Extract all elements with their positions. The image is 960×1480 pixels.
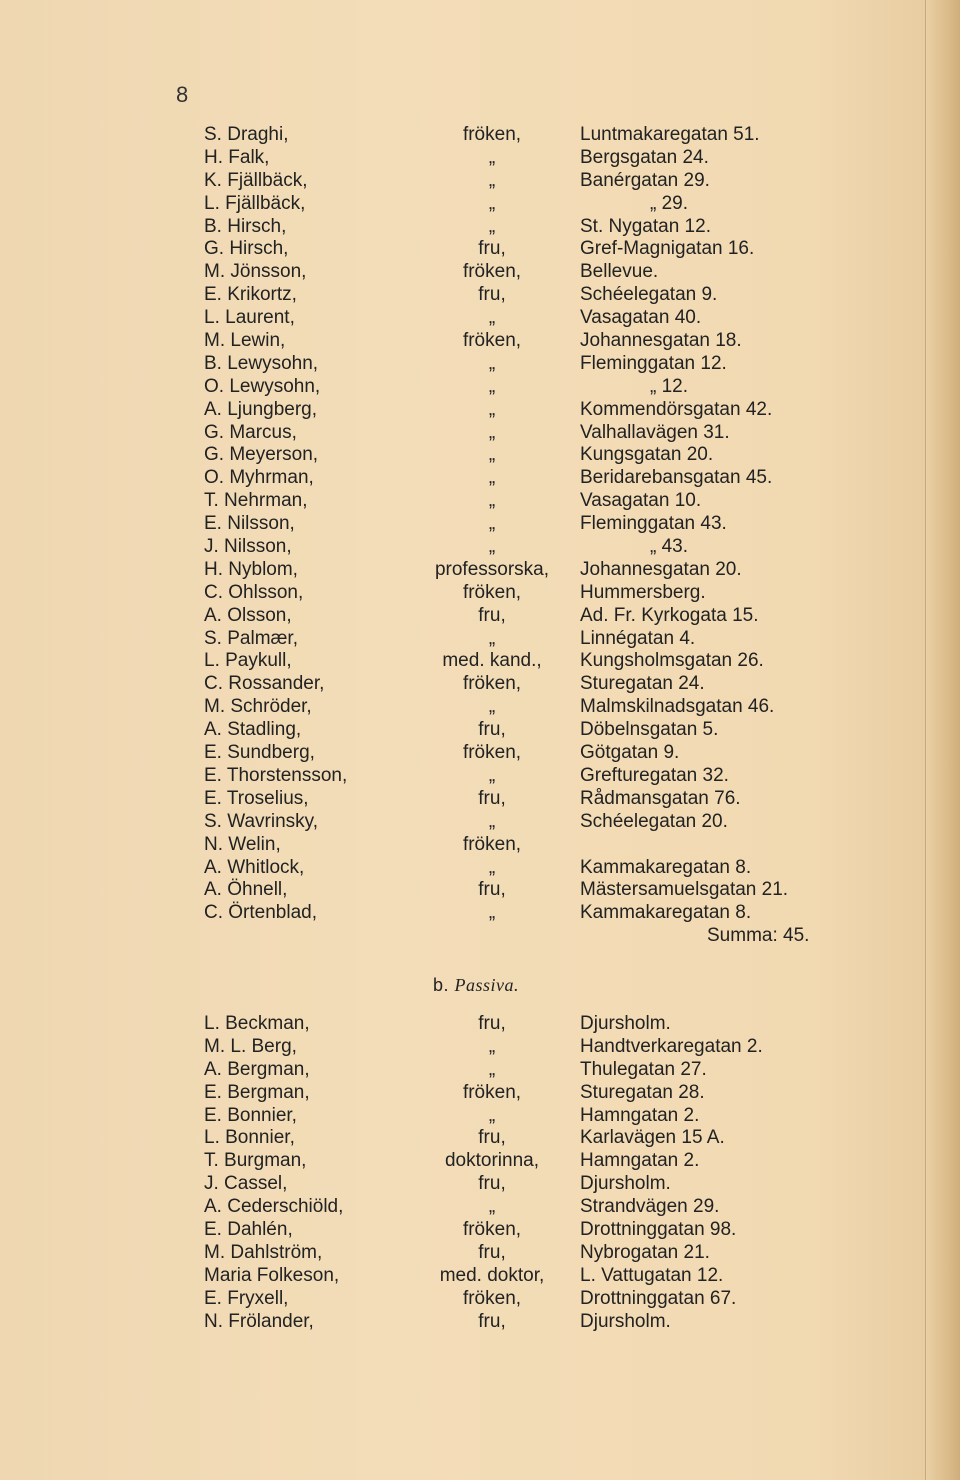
member-name: E. Krikortz, [204,284,297,306]
member-row [204,216,824,239]
member-address: Thulegatan 27. [580,1058,707,1080]
member-row [204,124,824,147]
member-row [204,1288,824,1311]
member-address: Hamngatan 2. [580,1104,700,1126]
member-title: fröken, [462,833,522,855]
member-title: „ [488,398,496,420]
member-name: L. Laurent, [204,307,295,329]
member-name: M. Jönsson, [204,261,307,283]
member-address: „ 29. [650,192,689,214]
member-name: E. Bergman, [204,1081,310,1103]
member-name: T. Nehrman, [204,490,308,512]
member-address: „ 43. [650,536,689,558]
member-address: Hummersberg. [580,581,706,603]
member-name: L. Fjällbäck, [204,192,306,214]
member-name: C. Örtenblad, [204,902,317,924]
member-row [204,1196,824,1219]
member-title: doktorinna, [444,1150,539,1172]
member-row [204,170,824,193]
member-row [204,650,824,673]
member-address: Fleminggatan 12. [580,352,727,374]
member-row [204,879,824,902]
member-name: A. Olsson, [204,604,292,626]
member-row [204,857,824,880]
member-address: Kammakaregatan 8. [580,856,752,878]
member-row [204,765,824,788]
member-title: fru, [478,238,506,260]
member-address: L. Vattugatan 12. [580,1264,724,1286]
member-title: „ [488,696,496,718]
member-name: O. Myhrman, [204,467,314,489]
member-row [204,513,824,536]
member-row [204,628,824,651]
member-title: „ [488,215,496,237]
member-title: fru, [478,604,506,626]
member-address: Rådmansgatan 76. [580,787,741,809]
member-title: „ [488,902,496,924]
member-address: Mästersamuelsgatan 21. [580,879,789,901]
member-address: Hamngatan 2. [580,1150,700,1172]
page-edge [925,0,960,1480]
member-name: E. Fryxell, [204,1287,289,1309]
member-row [204,1082,824,1105]
member-title: fru, [478,1241,506,1263]
member-title: fröken, [462,742,522,764]
member-address: Johannesgatan 20. [580,558,742,580]
member-address: Grefturegatan 32. [580,764,729,786]
member-title: fröken, [462,1081,522,1103]
section-heading [433,975,519,996]
member-title: professorska, [434,558,550,580]
member-address: Vasagatan 10. [580,490,702,512]
member-row [204,902,824,925]
member-address: Vasagatan 40. [580,307,702,329]
page-number: 8 [176,82,189,107]
member-name: Maria Folkeson, [204,1264,340,1286]
member-name: A. Ljungberg, [204,398,318,420]
member-name: E. Sundberg, [204,742,315,764]
member-name: T. Burgman, [204,1150,307,1172]
member-address: Sturegatan 24. [580,673,705,695]
member-name: B. Hirsch, [204,215,287,237]
member-title: „ [488,1058,496,1080]
member-name: C. Rossander, [204,673,325,695]
member-title: „ [488,1196,496,1218]
member-row [204,1242,824,1265]
member-row [204,696,824,719]
member-row [204,1105,824,1128]
member-title: „ [488,490,496,512]
member-address: Drottninggatan 98. [580,1219,737,1241]
member-name: J. Nilsson, [204,536,292,558]
member-title: fru, [478,1013,506,1034]
member-address: Drottninggatan 67. [580,1287,737,1309]
member-row [204,1265,824,1288]
member-name: A. Cederschiöld, [204,1196,344,1218]
member-row [204,399,824,422]
section-label: b. [433,975,450,995]
member-title: fru, [478,1127,506,1149]
member-name: M. Dahlström, [204,1241,323,1263]
member-row [204,147,824,170]
member-title: fröken, [462,261,522,283]
member-name: L. Paykull, [204,650,292,672]
member-row [204,536,824,559]
member-address: Malmskilnadsgatan 46. [580,696,775,718]
member-name: S. Wavrinsky, [204,810,319,832]
member-name: M. Schröder, [204,696,312,718]
member-title: „ [488,352,496,374]
member-address [580,834,824,857]
member-title: fröken, [462,673,522,695]
member-row [204,1036,824,1059]
member-name: M. L. Berg, [204,1035,297,1057]
member-title: fru, [478,719,506,741]
member-title: „ [488,307,496,329]
member-name: A. Whitlock, [204,856,305,878]
member-address: Johannesgatan 18. [580,330,742,352]
member-address: Djursholm. [580,1310,671,1332]
member-row [204,719,824,742]
member-address: Sturegatan 28. [580,1081,705,1103]
member-name: M. Lewin, [204,330,286,352]
member-title: fru, [478,1173,506,1195]
member-row [204,1173,824,1196]
member-title: fru, [478,284,506,306]
member-title: „ [488,536,496,558]
summa-total: Summa: 45. [707,925,810,947]
passive-members-list [204,1013,824,1333]
member-row [204,330,824,353]
member-title: fröken, [462,124,522,145]
member-address: Döbelnsgatan 5. [580,719,719,741]
member-row [204,1013,824,1036]
member-name: E. Troselius, [204,787,309,809]
member-title: fru, [478,1310,506,1332]
member-row [204,490,824,513]
member-title: „ [488,810,496,832]
member-row [204,193,824,216]
member-name: E. Nilsson, [204,513,295,535]
member-title: fröken, [462,1287,522,1309]
member-row [204,422,824,445]
member-address: Götgatan 9. [580,742,680,764]
member-name: H. Falk, [204,146,270,168]
member-address: Kammakaregatan 8. [580,902,752,924]
member-address: Strandvägen 29. [580,1196,720,1218]
member-address: Kungsgatan 20. [580,444,714,466]
member-name: S. Draghi, [204,124,289,145]
member-row [204,353,824,376]
member-name: K. Fjällbäck, [204,169,308,191]
member-title: „ [488,1104,496,1126]
member-title: „ [488,169,496,191]
member-row [204,559,824,582]
member-row [204,1150,824,1173]
member-address: „ 12. [650,375,689,397]
member-title: fru, [478,787,506,809]
member-name: A. Öhnell, [204,879,288,901]
member-address: Luntmakaregatan 51. [580,124,760,145]
member-name: G. Hirsch, [204,238,289,260]
member-name: O. Lewysohn, [204,375,321,397]
member-title: fröken, [462,330,522,352]
member-name: A. Stadling, [204,719,302,741]
member-row [204,1311,824,1334]
member-row [204,742,824,765]
member-address: St. Nygatan 12. [580,215,711,237]
member-address: Bellevue. [580,261,659,283]
member-row [204,582,824,605]
member-address: Bergsgatan 24. [580,146,709,168]
member-address: Nybrogatan 21. [580,1241,710,1263]
member-name: C. Ohlsson, [204,581,304,603]
member-name: S. Palmær, [204,627,298,649]
member-row [204,307,824,330]
member-row [204,467,824,490]
member-row [204,444,824,467]
member-row [204,261,824,284]
member-row [204,605,824,628]
member-title: „ [488,627,496,649]
member-title: „ [488,375,496,397]
member-row [204,376,824,399]
member-title: „ [488,467,496,489]
member-name: E. Thorstensson, [204,764,348,786]
member-address: Linnégatan 4. [580,627,696,649]
member-title: fru, [478,879,506,901]
member-row [204,834,824,857]
member-address: Schéelegatan 9. [580,284,718,306]
member-address: Kommendörsgatan 42. [580,398,773,420]
member-title: „ [488,856,496,878]
member-address: Gref-Magnigatan 16. [580,238,755,260]
member-name: E. Bonnier, [204,1104,297,1126]
member-address: Djursholm. [580,1013,671,1034]
member-row [204,238,824,261]
member-address: Schéelegatan 20. [580,810,728,832]
member-title: „ [488,444,496,466]
member-name: N. Frölander, [204,1310,314,1332]
member-row [204,788,824,811]
member-address: Valhallavägen 31. [580,421,730,443]
member-name: N. Welin, [204,833,281,855]
active-members-list [204,124,824,949]
member-address: Beridarebansgatan 45. [580,467,773,489]
member-address: Fleminggatan 43. [580,513,727,535]
member-title: „ [488,513,496,535]
member-name: G. Meyerson, [204,444,319,466]
member-row [204,811,824,834]
member-title: fröken, [462,1219,522,1241]
member-title: med. kand., [442,650,542,672]
member-title: „ [488,421,496,443]
member-row [204,673,824,696]
member-title: „ [488,764,496,786]
summa-row [204,925,824,949]
member-name: J. Cassel, [204,1173,288,1195]
member-name: L. Bonnier, [204,1127,295,1149]
member-row [204,1127,824,1150]
member-address: Ad. Fr. Kyrkogata 15. [580,604,759,626]
member-address: Handtverkaregatan 2. [580,1035,763,1057]
member-name: A. Bergman, [204,1058,310,1080]
member-name: G. Marcus, [204,421,297,443]
member-address: Karlavägen 15 A. [580,1127,725,1149]
member-name: H. Nyblom, [204,558,298,580]
member-title: med. doktor, [439,1264,545,1286]
member-row [204,1059,824,1082]
member-title: „ [488,1035,496,1057]
section-title: Passiva. [454,975,520,995]
member-address: Banérgatan 29. [580,169,710,191]
member-title: „ [488,146,496,168]
member-address: Kungsholmsgatan 26. [580,650,764,672]
member-name: B. Lewysohn, [204,352,319,374]
member-name: L. Beckman, [204,1013,310,1034]
member-title: fröken, [462,581,522,603]
member-name: E. Dahlén, [204,1219,293,1241]
member-row [204,1219,824,1242]
member-row [204,284,824,307]
member-address: Djursholm. [580,1173,671,1195]
member-title: „ [488,192,496,214]
